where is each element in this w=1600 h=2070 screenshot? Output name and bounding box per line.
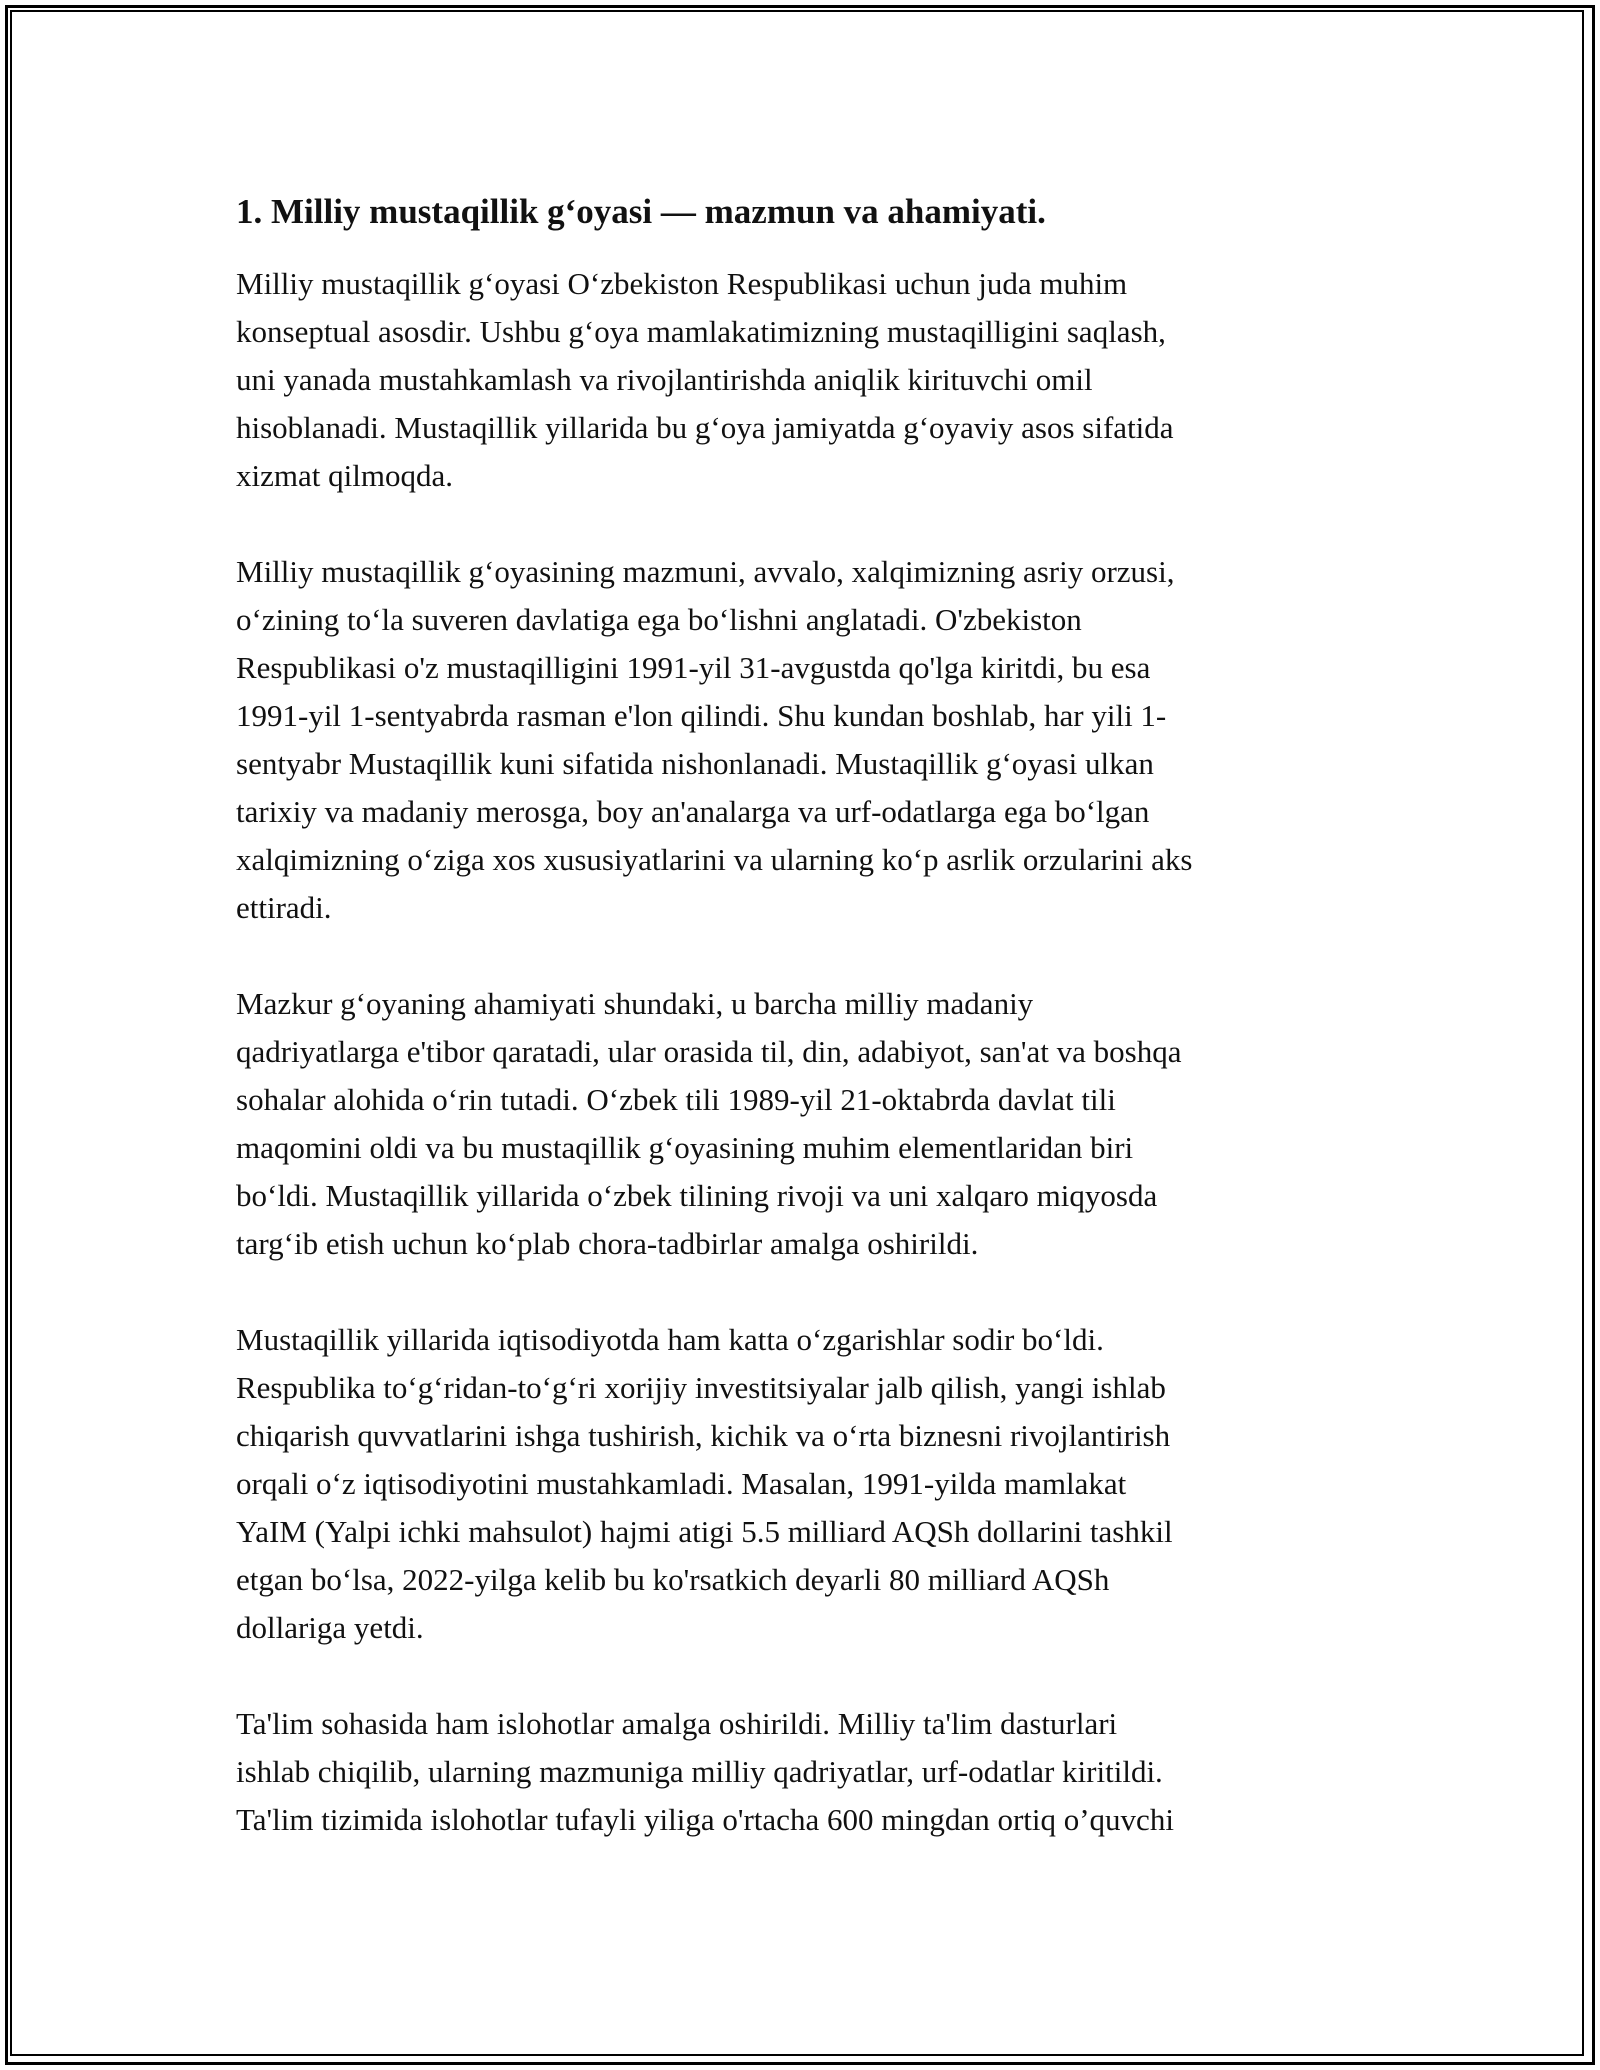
section-heading: 1. Milliy mustaqillik g‘oyasi — mazmun va ahamiyati. — [236, 192, 1046, 231]
paragraph-line: bo‘ldi. Mustaqillik yillarida o‘zbek tilining rivoji va uni xalqaro miqyosda — [236, 1178, 1158, 1213]
paragraph-line: sohalar alohida o‘rin tutadi. O‘zbek tili 1989-yil 21-oktabrda davlat tili — [236, 1082, 1116, 1117]
paragraph-line: Respublikasi o'z mustaqilligini 1991-yil 31-avgustda qo'lga kiritdi, bu esa — [236, 650, 1151, 685]
paragraph-line: qadriyatlarga e'tibor qaratadi, ular orasida til, din, adabiyot, san'at va boshqa — [236, 1034, 1182, 1069]
paragraph-line: Ta'lim sohasida ham islohotlar amalga oshirildi. Milliy ta'lim dasturlari — [236, 1706, 1118, 1741]
paragraph-line: 1991-yil 1-sentyabrda rasman e'lon qilindi. Shu kundan boshlab, har yili 1- — [236, 698, 1167, 733]
paragraph-line: etgan bo‘lsa, 2022-yilga kelib bu ko'rsatkich deyarli 80 milliard AQSh — [236, 1562, 1110, 1597]
paragraph-line: targ‘ib etish uchun ko‘plab chora-tadbirlar amalga oshirildi. — [236, 1226, 979, 1261]
paragraph-1 — [236, 260, 1376, 500]
paragraph-4 — [236, 1316, 1376, 1652]
paragraph-line: ishlab chiqilib, ularning mazmuniga milliy qadriyatlar, urf-odatlar kiritildi. — [236, 1754, 1163, 1789]
paragraph-line: konseptual asosdir. Ushbu g‘oya mamlakatimizning mustaqilligini saqlash, — [236, 314, 1166, 349]
paragraph-line: Milliy mustaqillik g‘oyasining mazmuni, avvalo, xalqimizning asriy orzusi, — [236, 554, 1175, 589]
paragraph-line: maqomini oldi va bu mustaqillik g‘oyasining muhim elementlaridan biri — [236, 1130, 1134, 1165]
paragraph-line: uni yanada mustahkamlash va rivojlantirishda aniqlik kirituvchi omil — [236, 362, 1093, 397]
paragraph-line: xizmat qilmoqda. — [236, 458, 453, 493]
paragraph-line: tarixiy va madaniy merosga, boy an'analarga va urf-odatlarga ega bo‘lgan — [236, 794, 1150, 829]
paragraph-line: Mazkur g‘oyaning ahamiyati shundaki, u barcha milliy madaniy — [236, 986, 1034, 1021]
paragraph-line: orqali o‘z iqtisodiyotini mustahkamladi. Masalan, 1991-yilda mamlakat — [236, 1466, 1127, 1501]
paragraph-line: Milliy mustaqillik g‘oyasi O‘zbekiston Respublikasi uchun juda muhim — [236, 266, 1128, 301]
document-body — [236, 188, 1376, 1892]
paragraph-2 — [236, 548, 1376, 932]
paragraph-line: Ta'lim tizimida islohotlar tufayli yiliga o'rtacha 600 mingdan ortiq o’quvchi — [236, 1802, 1174, 1837]
paragraph-5 — [236, 1700, 1376, 1844]
paragraph-line: xalqimizning o‘ziga xos xususiyatlarini va ularning ko‘p asrlik orzularini aks — [236, 842, 1193, 877]
paragraph-line: o‘zining to‘la suveren davlatiga ega bo‘lishni anglatadi. O'zbekiston — [236, 602, 1082, 637]
paragraph-line: dollariga yetdi. — [236, 1610, 424, 1645]
paragraph-3 — [236, 980, 1376, 1268]
paragraph-line: Respublika to‘g‘ridan-to‘g‘ri xorijiy investitsiyalar jalb qilish, yangi ishlab — [236, 1370, 1166, 1405]
paragraph-line: chiqarish quvvatlarini ishga tushirish, kichik va o‘rta biznesni rivojlantirish — [236, 1418, 1171, 1453]
paragraph-line: YaIM (Yalpi ichki mahsulot) hajmi atigi 5.5 milliard AQSh dollarini tashkil — [236, 1514, 1173, 1549]
paragraph-line: Mustaqillik yillarida iqtisodiyotda ham katta o‘zgarishlar sodir bo‘ldi. — [236, 1322, 1104, 1357]
paragraph-line: ettiradi. — [236, 890, 332, 925]
paragraph-line: sentyabr Mustaqillik kuni sifatida nishonlanadi. Mustaqillik g‘oyasi ulkan — [236, 746, 1154, 781]
paragraph-line: hisoblanadi. Mustaqillik yillarida bu g‘oya jamiyatda g‘oyaviy asos sifatida — [236, 410, 1174, 445]
